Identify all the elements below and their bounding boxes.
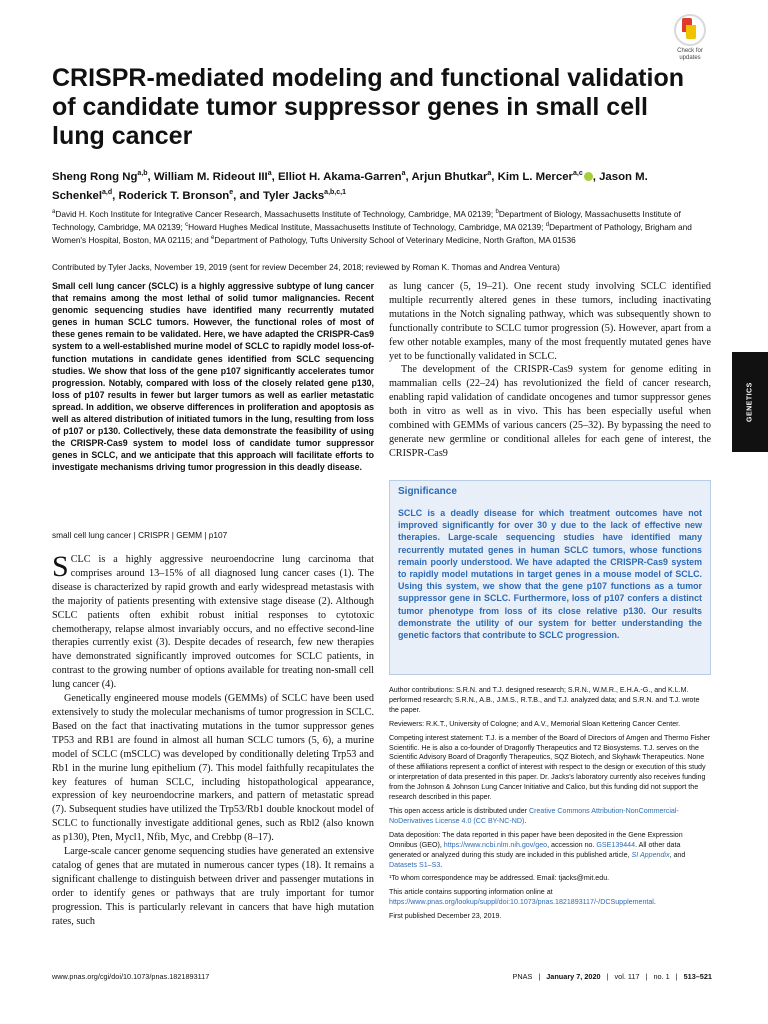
journal-citation: PNAS | January 7, 2020 | vol. 117 | no. 1 | 513–521: [512, 972, 712, 981]
affiliations: [52, 207, 722, 245]
accession-link[interactable]: GSE139444: [596, 840, 636, 849]
affil-text: Department of Pathology, Brigham and Women's Hospital, Boston, MA 02115; and: [52, 221, 692, 245]
datasets-link[interactable]: Datasets S1–S3: [389, 860, 441, 869]
author-name[interactable]: William M. Rideout III: [153, 170, 268, 183]
open-access-text: This open access article is distributed under: [389, 806, 529, 815]
affil-text: David H. Koch Institute for Integrative Cancer Research, Massachusetts Institute of Technology, Cambridge, MA 02139;: [55, 208, 496, 219]
supporting-info-link[interactable]: https://www.pnas.org/lookup/suppl/doi:10.1073/pnas.1821893117/-/DCSupplemental: [389, 898, 654, 907]
license-link[interactable]: Creative Commons Attribution-NonCommercial-NoDerivatives License 4.0 (CC BY-NC-ND): [389, 806, 679, 825]
data-deposition-note: [389, 831, 711, 871]
affil-text: Department of Biology, Massachusetts Institute of Technology, Cambridge, MA 02139;: [52, 208, 681, 232]
author-name[interactable]: Arjun Bhutkar: [411, 170, 488, 183]
deposition-text: . All other data generated or analyzed during this study are included in this published article,: [389, 840, 681, 859]
check-for-updates-icon: [674, 14, 706, 46]
body-paragraph: Genetically engineered mouse models (GEMMs) of SCLC have been used extensively to study the molecular mechanisms of tumor progression in SCLC. Based on the fact that inactivating mutations in the tumor suppressor genes TP53 and RB1 are found in almost all human SCLC tumors (5, 6), a murine model of SCLC (mSCLC) was developed by conditionally deleting Trp53 and Rb1 in the murine lung epithelium (7). This model faithfully recapitulates the key features of human SCLC, including histopathological appearance, expression of key neuroendocrine markers, and pattern of metastatic spread (7). Subsequent studies have utilized the Trp53/Rb1 double knockout model of SCLC to functionally investigate additional genes, such as Rbl2 (also known as p130), Pten, Mycl1, Nfib, Myc, and Crebbp (8–17).: [52, 693, 374, 844]
body-left-column: [52, 550, 374, 928]
check-updates-line1: Check for: [677, 48, 703, 54]
doi-url[interactable]: www.pnas.org/cgi/doi/10.1073/pnas.1821893117: [52, 972, 210, 981]
body-paragraph: Large-scale cancer genome sequencing studies have generated an extensive catalog of genes that are mutated in numerous cancer types (18). It remains a significant challenge to distinguish between driver and passenger mutations in order to identify genes or pathways that are truly important for tumor progression. This is particularly relevant in cancers that have high mutation rates, such: [52, 846, 374, 927]
body-right-column: [389, 280, 711, 461]
competing-interest-statement: Competing interest statement: T.J. is a member of the Board of Directors of Amgen and Thermo Fisher Scientific. He is also a co-founder of Dragonfly Therapeutics and T2 Biosystems. T.J. serves on the Scientific Advisory Board of Dragonfly Therapeutics, SQZ Biotech, and Skyhawk Therapeutics. None of these affiliations represent a conflict of interest with respect to the design or execution of this study or interpretation of data presented in this paper. Dr. Jacks's laboratory currently also receives funding from the Johnson & Johnson Lung Cancer Initiative and Calico, but this funding did not support the research described in this paper.: [389, 733, 711, 802]
check-updates-line2: updates: [679, 55, 701, 61]
author-affil-mark: e: [229, 188, 234, 196]
section-label: GENETICS: [746, 382, 754, 422]
author-affil-mark: a,c: [572, 170, 583, 177]
affil-mark: e: [211, 234, 215, 241]
issue-date: January 7, 2020: [546, 972, 601, 981]
check-for-updates-badge[interactable]: [668, 14, 712, 60]
significance-text: SCLC is a deadly disease for which treatment outcomes have not improved significantly for over 30 y due to the lack of effective new therapies. Large-scale sequencing studies have identified many recurrently mutated genes in human SCLC tumors, whose functions remain poorly understood. We have adapted the CRISPR-Cas9 system to rapidly model mutations in target genes in a mouse model of SCLC. Using this system, we show that the gene p107 functions as a tumor suppressor gene in SCLC. Furthermore, loss of p107 confers a distinct tumor phenotype from loss of its close relative p130. Our results demonstrate the utility of our system for better understanding the genetic factors that contribute to SCLC progression.: [398, 508, 702, 641]
deposition-text: , accession no.: [547, 840, 597, 849]
author-list: Sheng Rong Ng$^{a,b}$, William M. Rideout III$^a$, Elliot H. Akama-Garren$^a$, Arjun Bhutkar$^a$, Kim L. Mercer$^{a,c}$ , Jason M. Schenkel$^{a,d}$, Roderick T. Bronson$^e$, and Tyler Jacks$^{a,b,c,1}$: [52, 170, 648, 202]
correspondence-note: ¹To whom correspondence may be addressed. Email: tjacks@mit.edu.: [389, 874, 610, 883]
deposition-text: Data deposition: The data reported in this paper have been deposited in the Gene Expression Omnibus (GEO),: [389, 830, 683, 849]
body-paragraph: CLC is a highly aggressive neuroendocrine lung carcinoma that comprises around 13–15% of all diagnosed lung cancer cases (1). The disease is characterized by rapid growth and early widespread metastasis with the majority of patients presenting with extensive stage disease (2). Although SCLC patients often exhibit robust initial responses to cytotoxic chemotherapy, relapse almost invariably occurs, and no effective second-line therapies currently exist (3). Despite decades of research, few new therapies have demonstrated significantly improved outcomes for SCLC patients, in contrast to the growing number of options available for treating non-small cell lung cancer (4).: [52, 554, 374, 691]
author-affil-mark: a,b: [137, 170, 148, 177]
supporting-text: .: [653, 898, 656, 907]
section-side-tab: [732, 352, 768, 452]
affil-mark: c: [185, 221, 189, 228]
author-affil-mark: a: [267, 170, 272, 177]
author-name[interactable]: Sheng Rong Ng: [52, 170, 138, 183]
keywords: small cell lung cancer | CRISPR | GEMM | p107: [52, 530, 228, 540]
significance-box: [389, 480, 711, 675]
supporting-info-note: [389, 888, 711, 908]
deposition-text: .: [440, 860, 443, 869]
author-contributions: Author contributions: S.R.N. and T.J. designed research; S.R.N., W.M.R., E.H.A.-G., and K.L.M. performed research; S.R.N., A.B., J.M.S., R.T.B., and T.J. analyzed data; and S.R.N. and T.J. wrote the paper.: [389, 686, 700, 714]
author-name[interactable]: Roderick T. Bronson: [118, 189, 230, 202]
open-access-end: .: [524, 816, 527, 825]
author-affil-mark: a,b,c,1: [324, 188, 346, 196]
supporting-text: This article contains supporting information online at: [389, 888, 553, 897]
journal-name: PNAS: [512, 972, 533, 981]
author-name[interactable]: Kim L. Mercer: [497, 170, 573, 183]
first-published-note: First published December 23, 2019.: [389, 912, 502, 921]
significance-heading: Significance: [398, 486, 457, 497]
affil-mark: a: [52, 209, 56, 215]
author-name[interactable]: Elliot H. Akama-Garren: [277, 170, 402, 183]
drop-cap: S: [52, 550, 69, 583]
affil-mark: d: [545, 221, 550, 228]
contributed-by-line: Contributed by Tyler Jacks, November 19, 2019 (sent for review December 24, 2018; reviewed by Roman K. Thomas and Andrea Ventura): [52, 262, 560, 272]
volume: vol. 117: [614, 972, 640, 981]
author-name[interactable]: Tyler Jacks: [262, 189, 325, 202]
author-name[interactable]: Jason M. Schenkel: [52, 170, 648, 202]
author-affil-mark: a,d: [102, 188, 113, 196]
open-access-note: [389, 807, 711, 827]
geo-link[interactable]: https://www.ncbi.nlm.nih.gov/geo: [443, 840, 548, 849]
author-affil-mark: a: [401, 170, 406, 177]
body-paragraph: The development of the CRISPR-Cas9 system for genome editing in mammalian cells (22–24) has revolutionized the field of cancer research, enabling rapid validation of candidate oncogenes and tumor suppressor genes both in vitro as well as in vivo. This has been especially useful when combined with GEMMs of various cancers (25–32). By bypassing the need to generate new germline or conditional alleles for each gene of interest, the CRISPR-Cas9: [389, 364, 711, 459]
abstract: Small cell lung cancer (SCLC) is a highly aggressive subtype of lung cancer that remains among the most lethal of solid tumor malignancies. Recent genomic sequencing studies have identified many recurrently mutated genes in human SCLC tumors. However, the functional roles of most of these genes remain to be validated. Here, we have adapted the CRISPR-Cas9 system to a well-established murine model of SCLC to rapidly model loss-of-function mutations in candidate genes identified from SCLC sequencing studies. We show that loss of the gene p107 significantly accelerates tumor progression. Notably, compared with loss of the closely related gene p130, loss of p107 results in fewer but larger tumors as well as earlier metastatic spread. In addition, we observe differences in proliferation and apoptosis as well as altered distribution of initiated tumors in the lung, resulting from loss of p107 or p130. Collectively, these data demonstrate the feasibility of using the CRISPR-Cas9 system to model loss of candidate tumor suppressor genes in SCLC, and we anticipate that this approach will facilitate efforts to investigate mechanisms driving tumor progression in this deadly disease.: [52, 281, 374, 473]
author-affil-mark: a: [487, 170, 492, 177]
affil-text: Department of Pathology, Tufts University School of Veterinary Medicine, North Grafton, MA 01536: [214, 234, 576, 245]
orcid-icon[interactable]: [584, 172, 593, 181]
page-range: 513–521: [683, 972, 712, 981]
reviewers-note: Reviewers: R.K.T., University of Cologne; and A.V., Memorial Sloan Kettering Cancer Center.: [389, 719, 681, 728]
si-appendix-link[interactable]: SI Appendix: [631, 850, 670, 859]
affil-mark: b: [495, 209, 499, 215]
deposition-text: , and: [669, 850, 686, 859]
issue-number: no. 1: [653, 972, 670, 981]
article-title: CRISPR-mediated modeling and functional validation of candidate tumor suppressor genes in small cell lung cancer: [52, 64, 684, 150]
body-paragraph: as lung cancer (5, 19–21). One recent study involving SCLC identified multiple recurrently altered genes in these tumors, including inactivating mutations in the Notch signaling pathway, which was subsequently shown to functionally contribute to SCLC tumor progression (5). However, apart from a few other notable examples, many of the most frequently mutated genes have yet to be functionally validated in SCLC.: [389, 281, 711, 362]
article-notes: [389, 686, 711, 926]
authors-and: and: [239, 189, 260, 202]
affil-text: Howard Hughes Medical Institute, Massachusetts Institute of Technology, Cambridge, MA 02139;: [188, 221, 546, 232]
